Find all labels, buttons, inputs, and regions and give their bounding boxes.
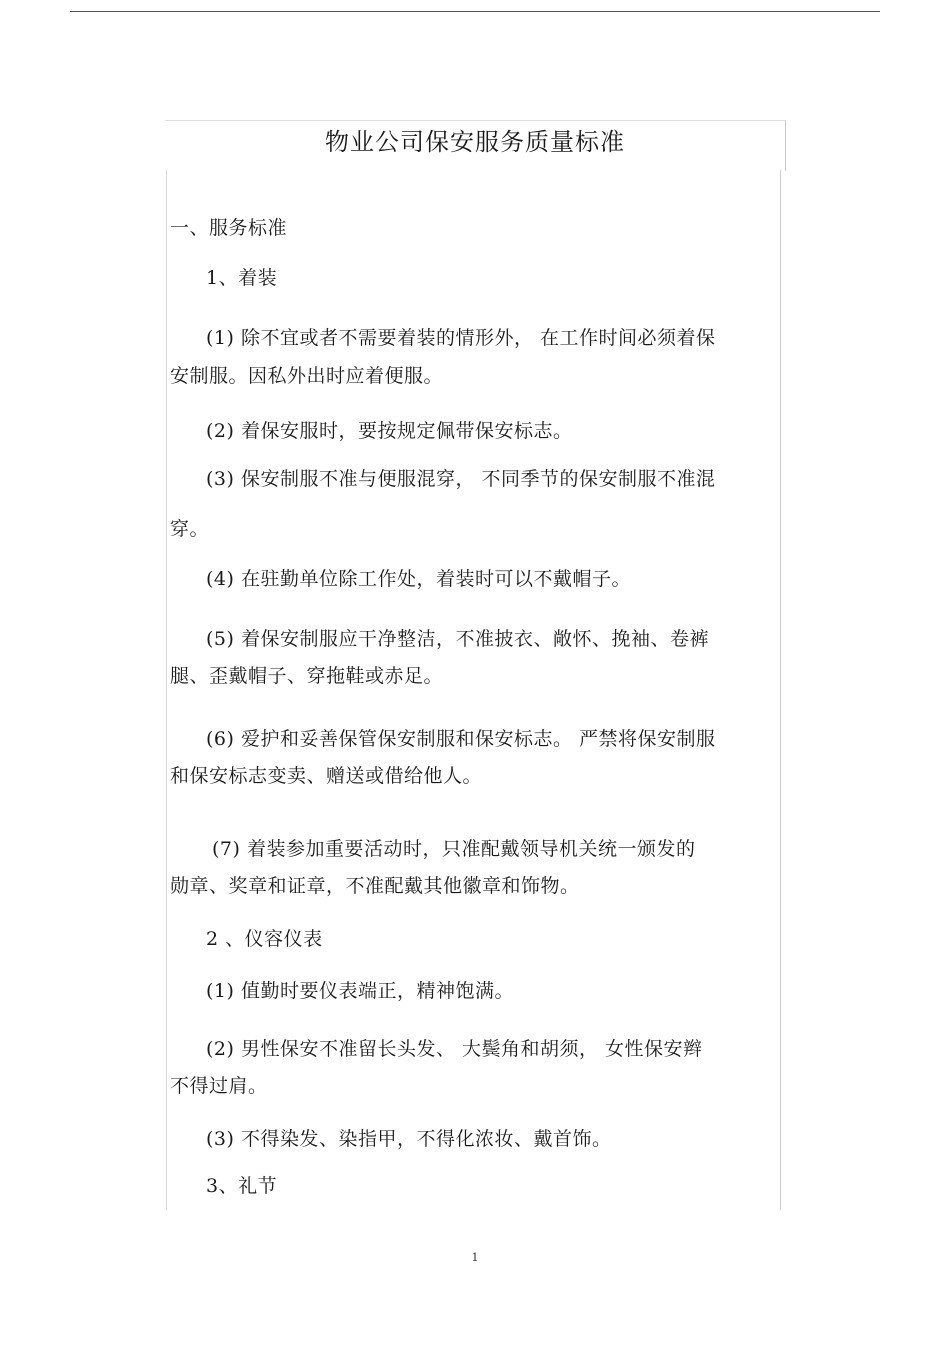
paragraph-line: (3) 保安制服不准与便服混穿， 不同季节的保安制服不准混	[206, 468, 716, 490]
paragraph-line: (5) 着保安制服应干净整洁，不准披衣、敞怀、挽袖、卷裤	[206, 628, 709, 650]
paragraph-line: 和保安标志变卖、赠送或借给他人。	[170, 765, 483, 787]
content-frame-right-border	[780, 170, 781, 1210]
subsection-heading-attire: 1、着装	[206, 267, 278, 289]
content-frame-left-border	[166, 170, 167, 1210]
paragraph-line: (1) 值勤时要仪表端正，精神饱满。	[206, 980, 514, 1002]
paragraph-line: 勋章、奖章和证章，不准配戴其他徽章和饰物。	[170, 875, 580, 897]
paragraph-line: (2) 男性保安不准留长头发、 大鬓角和胡须， 女性保安辫	[206, 1038, 703, 1060]
paragraph-line: 安制服。因私外出时应着便服。	[170, 365, 444, 387]
paragraph-line: (2) 着保安服时，要按规定佩带保安标志。	[206, 420, 573, 442]
paragraph-line: 不得过肩。	[170, 1075, 268, 1097]
paragraph-line: (7) 着装参加重要活动时，只准配戴领导机关统一颁发的	[212, 838, 696, 860]
paragraph-line: (6) 爱护和妥善保管保安制服和保安标志。 严禁将保安制服	[206, 728, 716, 750]
subsection-heading-appearance: 2 、仪容仪表	[206, 928, 323, 950]
subsection-heading-etiquette: 3、礼节	[206, 1175, 278, 1197]
document-title: 物业公司保安服务质量标准	[325, 128, 625, 156]
paragraph-line: 腿、歪戴帽子、穿拖鞋或赤足。	[170, 665, 444, 687]
paragraph-line: (4) 在驻勤单位除工作处，着装时可以不戴帽子。	[206, 568, 631, 590]
header-rule	[70, 11, 880, 12]
paragraph-line: (1) 除不宜或者不需要着装的情形外， 在工作时间必须着保	[206, 327, 716, 349]
paragraph-line: (3) 不得染发、染指甲，不得化浓妆、戴首饰。	[206, 1128, 612, 1150]
paragraph-line: 穿。	[170, 518, 210, 540]
page-number: 1	[471, 1251, 479, 1264]
section-heading-service-standard: 一、服务标准	[170, 217, 288, 239]
